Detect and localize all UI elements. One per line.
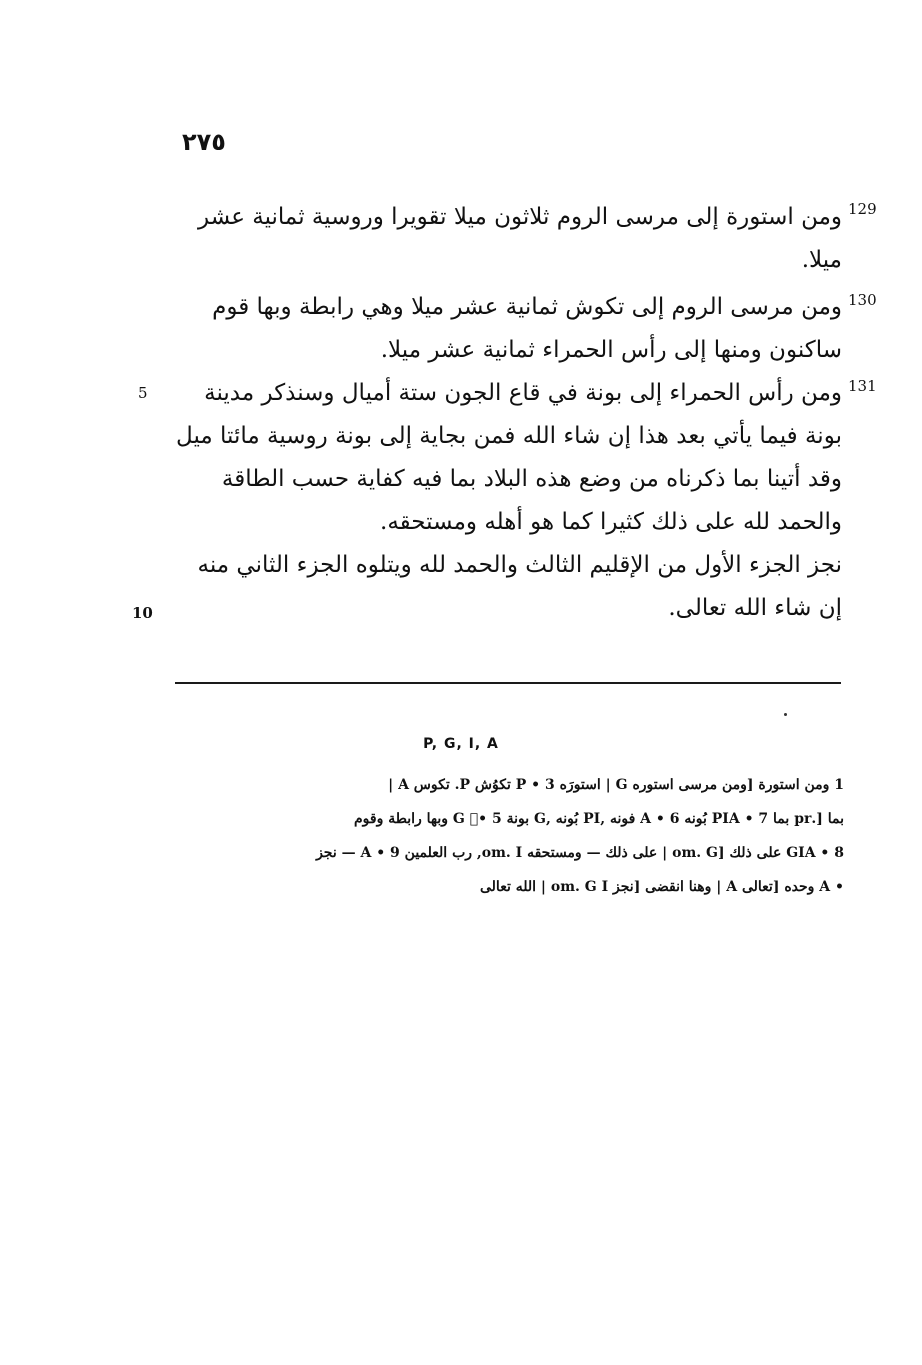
apparatus-line: GIA • 8 على ذلك [om. G | على ذلك — ومستحقه om. I, رب العلمين A • 9 — نجز bbox=[316, 845, 844, 861]
paragraph-number: 130 bbox=[848, 291, 877, 309]
paragraph-line: بونة فيما يأتي بعد هذا إن شاء الله فمن بجاية إلى بونة روسية مائتا ميل bbox=[176, 423, 842, 449]
critical-apparatus bbox=[160, 768, 844, 904]
paragraph-line: إن شاء الله تعالى. bbox=[668, 595, 842, 621]
scan-speck bbox=[784, 713, 787, 716]
paragraph-line: وقد أتينا بما ذكرناه من وضع هذه البلاد بما فيه كفاية حسب الطاقة bbox=[221, 466, 842, 492]
apparatus-line: 1 ومن استورة [ومن مرسى استوره G | استورَه P • 3 تكوُش P. تكوس A | bbox=[388, 777, 844, 793]
paragraph bbox=[160, 196, 842, 282]
paragraph-line: ومن مرسى الروم إلى تكوش ثمانية عشر ميلا وهي رابطة وبها قوم bbox=[212, 294, 842, 320]
paragraph-line: والحمد لله على ذلك كثيرا كما هو أهله ومستحقه. bbox=[380, 509, 842, 535]
paragraph-line: ساكنون ومنها إلى رأس الحمراء ثمانية عشر ميلا. bbox=[380, 337, 842, 363]
footnote-divider bbox=[175, 682, 841, 684]
paragraph-line: نجز الجزء الأول من الإقليم الثالث والحمد لله ويتلوه الجزء الثاني منه bbox=[197, 552, 842, 578]
paragraph bbox=[160, 544, 842, 630]
paragraph-line: ميلا. bbox=[801, 247, 842, 273]
apparatus-line: • A وحده [تعالى A | وهنا انقضى [نجز om. G I | الله تعالى bbox=[480, 879, 844, 895]
paragraph bbox=[160, 372, 842, 544]
apparatus-line: بما [.pr بما 7 • PIA بُونه 6 • A فونه ,PI بُونه ,G بونة 5 •ُ G وبها رابطة وقوم bbox=[354, 811, 844, 827]
paragraph-line: ومن رأس الحمراء إلى بونة في قاع الجون ستة أميال وسنذكر مدينة bbox=[204, 380, 842, 406]
apparatus-sigla: P, G, I, A bbox=[423, 736, 499, 752]
paragraph-number: 129 bbox=[848, 200, 877, 218]
margin-line-number: 5 bbox=[138, 384, 148, 402]
page-number: ٢٧٥ bbox=[182, 128, 226, 156]
paragraph bbox=[160, 286, 842, 372]
paragraph-number: 131 bbox=[848, 377, 877, 395]
paragraph-line: ومن استورة إلى مرسى الروم ثلاثون ميلا تقويرا وروسية ثمانية عشر bbox=[198, 204, 842, 230]
margin-line-number: 10 bbox=[132, 604, 153, 622]
